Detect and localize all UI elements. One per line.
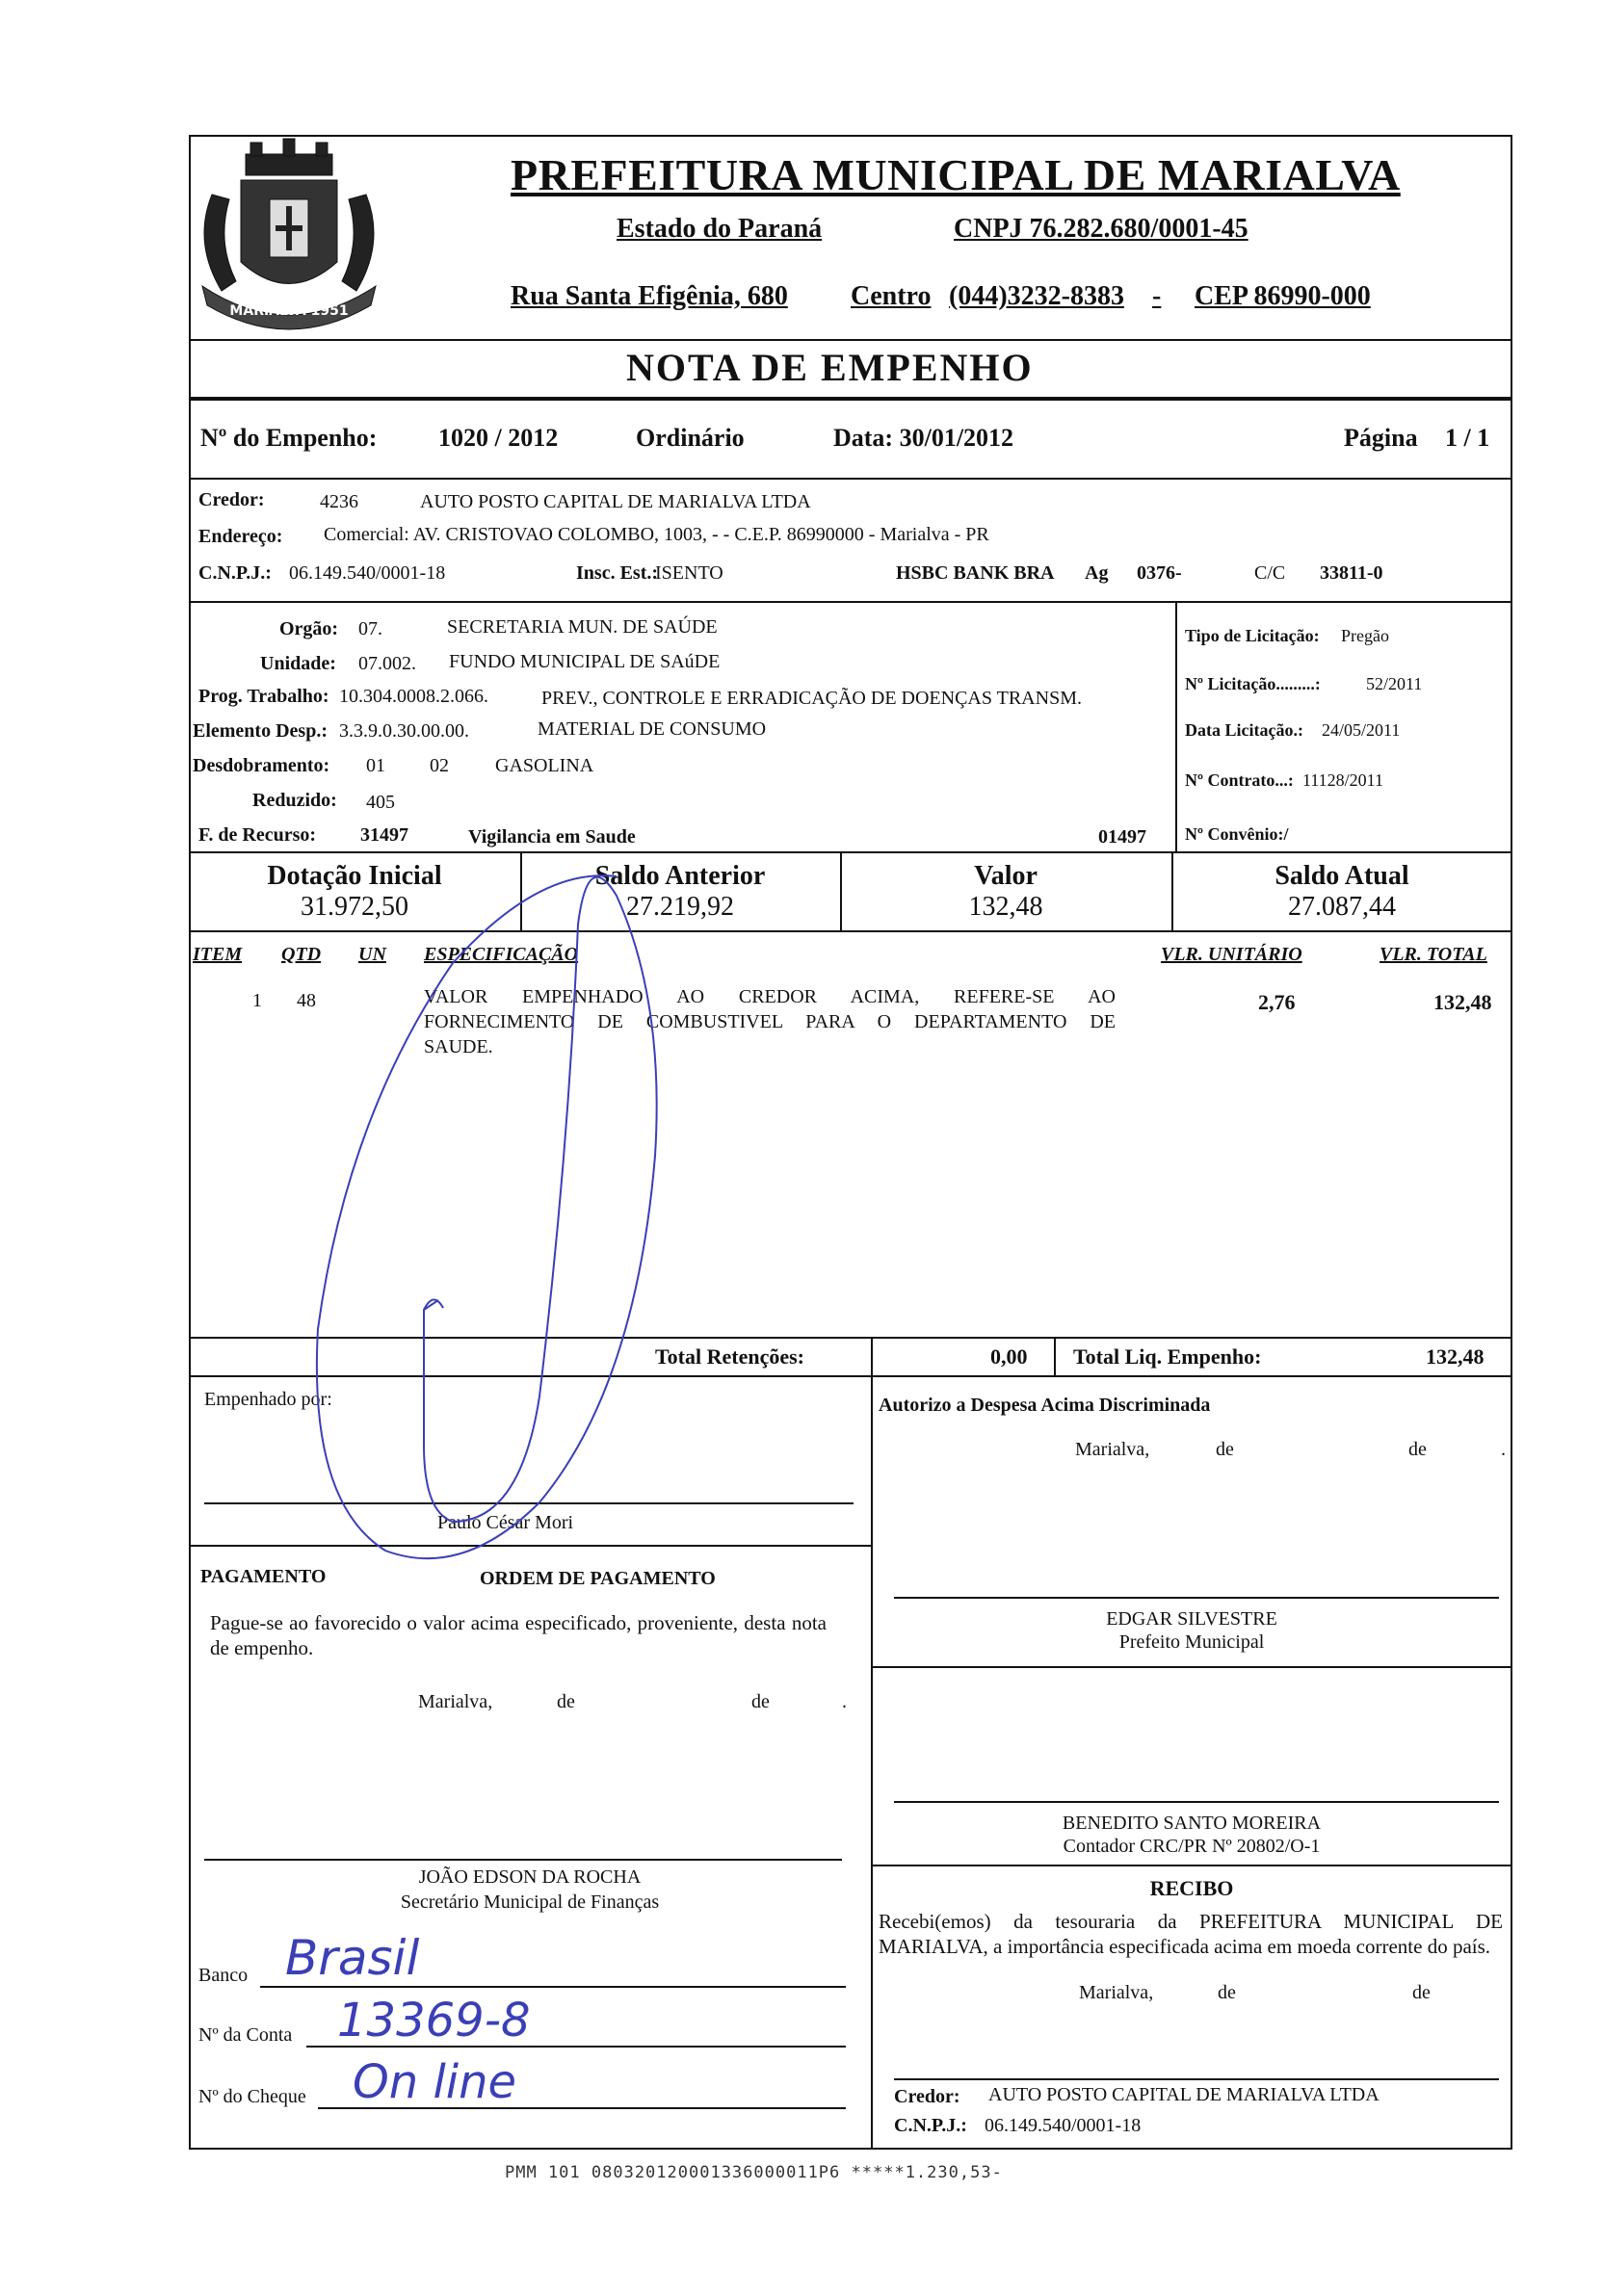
credor-name: AUTO POSTO CAPITAL DE MARIALVA LTDA [420,491,811,512]
pagamento-de1: de [557,1691,575,1712]
bank-name: HSBC BANK BRA [896,562,1055,584]
unidade-code: 07.002. [358,653,416,674]
saldo-anterior-label: Saldo Anterior [594,861,766,891]
dotacao-label: Dotação Inicial [267,861,442,891]
account-label: C/C [1254,562,1286,584]
orgao-name: SECRETARIA MUN. DE SAÚDE [447,616,718,638]
orgao-code: 07. [358,618,382,639]
cheque-label: Nº do Cheque [198,2086,306,2107]
cnpj-label: C.N.P.J.: [198,562,272,584]
recurso-name: Vigilancia em Saude [468,826,636,848]
empenhado-label: Empenhado por: [204,1389,332,1410]
recurso-right-code: 01497 [1098,826,1146,848]
desdobramento-code2: 02 [430,755,449,776]
valor-label: Valor [974,861,1038,891]
insc-label: Insc. Est.: [576,562,659,584]
elemento-name: MATERIAL DE CONSUMO [538,718,767,740]
reduzido-label: Reduzido: [252,790,337,811]
endereco-value: Comercial: AV. CRISTOVAO COLOMBO, 1003, - - C.E.P. 86990000 - Marialva - PR [324,524,989,545]
item-qty: 48 [297,990,316,1011]
cnpj-header: CNPJ 76.282.680/0001-45 [954,214,1248,244]
recibo-de2: de [1412,1982,1431,2003]
contrato-label: Nº Contrato...: [1185,770,1294,790]
endereco-label: Endereço: [198,526,283,547]
page-number-label: Página [1344,424,1418,452]
data-licitacao-label: Data Licitação.: [1185,720,1303,740]
autorizo-place: Marialva, [1075,1439,1150,1460]
empenho-number: 1020 / 2012 [438,424,559,452]
item-spec-line1: VALOR EMPENHADO AO CREDOR ACIMA, REFERE-SE AO [424,986,1116,1007]
desdobramento-code1: 01 [366,755,385,776]
liquido-label: Total Liq. Empenho: [1073,1344,1262,1369]
conta-label: Nº da Conta [198,2024,293,2046]
secretario-name: JOÃO EDSON DA ROCHA [418,1866,642,1888]
contador-title: Contador CRC/PR Nº 20802/O-1 [1063,1836,1321,1857]
desdobramento-label: Desdobramento: [193,755,330,776]
unidade-name: FUNDO MUNICIPAL DE SAúDE [449,651,721,672]
document-title: NOTA DE EMPENHO [626,346,1034,389]
empenho-date: Data: 30/01/2012 [833,424,1014,452]
autorizo-dot: . [1501,1439,1506,1460]
page-title: PREFEITURA MUNICIPAL DE MARIALVA [511,150,1401,199]
orgao-label: Orgão: [279,618,339,639]
coat-of-arms-icon [193,137,385,339]
retencoes-value: 0,00 [990,1344,1028,1369]
recibo-place: Marialva, [1079,1982,1154,2003]
credor-label: Credor: [198,489,265,510]
street-label: Rua Santa Efigênia, 680 [511,281,788,311]
recurso-code: 31497 [360,824,408,846]
valor-value: 132,48 [968,892,1043,922]
pagamento-dot: . [842,1691,847,1712]
empenho-type: Ordinário [636,424,745,452]
col-un: UN [358,944,386,965]
agency-label: Ag [1085,562,1109,584]
tipo-licitacao-value: Pregão [1341,626,1389,645]
ordem-pagamento-label: ORDEM DE PAGAMENTO [480,1568,716,1589]
desdobramento-name: GASOLINA [495,755,594,776]
recibo-label: RECIBO [1149,1876,1234,1900]
contador-name: BENEDITO SANTO MOREIRA [1062,1813,1322,1834]
elemento-code: 3.3.9.0.30.00.00. [339,720,469,742]
district-label: Centro [851,281,932,311]
convenio-label: Nº Convênio:/ [1185,824,1289,844]
empenho-number-label: Nº do Empenho: [200,424,378,452]
ordem-text: Pague-se ao favorecido o valor acima especificado, proveniente, desta nota de empenho. [210,1611,827,1659]
footer-stamp: PMM 101 080320120001336000011P6 *****1.230,53- [505,2163,1003,2182]
retencoes-label: Total Retenções: [655,1344,804,1369]
state-label: Estado do Paraná [617,214,823,244]
recibo-text: Recebi(emos) da tesouraria da PREFEITURA MUNICIPAL DE MARIALVA, a importância especificada acima em moeda corrente do país. [879,1910,1503,1958]
recibo-credor-label: Credor: [894,2086,960,2107]
item-spec-line3: SAUDE. [424,1036,493,1057]
recibo-cnpj-value: 06.149.540/0001-18 [985,2115,1142,2136]
prefeito-name: EDGAR SILVESTRE [1106,1608,1277,1630]
cheque-handwritten: On line [353,2055,517,2109]
banco-label: Banco [198,1965,249,1986]
account-value: 33811-0 [1320,562,1383,584]
prefeito-title: Prefeito Municipal [1118,1631,1265,1653]
autorizo-de2: de [1408,1439,1427,1460]
recibo-de1: de [1218,1982,1236,2003]
dotacao-value: 31.972,50 [301,892,408,922]
num-licitacao-value: 52/2011 [1366,674,1423,693]
col-vlr-unitario: VLR. UNITÁRIO [1161,944,1302,965]
secretario-title: Secretário Municipal de Finanças [400,1892,660,1913]
liquido-value: 132,48 [1426,1344,1485,1369]
pagamento-label: PAGAMENTO [200,1566,327,1587]
saldo-atual-value: 27.087,44 [1288,892,1396,922]
item-unit-price: 2,76 [1258,990,1296,1014]
tipo-licitacao-label: Tipo de Licitação: [1185,626,1320,645]
conta-handwritten: 13369-8 [337,1994,531,2048]
prog-code: 10.304.0008.2.066. [339,686,488,707]
recurso-label: F. de Recurso: [198,824,317,846]
saldo-atual-label: Saldo Atual [1275,861,1409,891]
item-spec-line2: FORNECIMENTO DE COMBUSTIVEL PARA O DEPARTAMENTO DE [424,1011,1116,1032]
insc-value: ISENTO [655,562,723,584]
autorizo-de1: de [1216,1439,1234,1460]
prog-label: Prog. Trabalho: [198,686,329,707]
page-number: 1 / 1 [1445,424,1490,452]
recibo-cnpj-label: C.N.P.J.: [894,2115,967,2136]
prog-name: PREV., CONTROLE E ERRADICAÇÃO DE DOENÇAS TRANSM. [541,688,1082,709]
agency-value: 0376- [1137,562,1182,584]
elemento-label: Elemento Desp.: [193,720,328,742]
credor-code: 4236 [320,491,358,512]
col-qtd: QTD [281,944,322,965]
reduzido-value: 405 [366,792,395,813]
col-especificacao: ESPECIFICAÇÃO [424,944,579,965]
num-licitacao-label: Nº Licitação.........: [1185,674,1321,693]
data-licitacao-value: 24/05/2011 [1322,720,1401,740]
cep-label: CEP 86990-000 [1195,281,1371,311]
item-total-price: 132,48 [1433,990,1492,1014]
cnpj-value: 06.149.540/0001-18 [289,562,446,584]
pagamento-de2: de [751,1691,770,1712]
autorizo-label: Autorizo a Despesa Acima Discriminada [879,1395,1211,1416]
banco-handwritten: Brasil [285,1930,420,1986]
dash-separator: - [1152,281,1162,311]
col-vlr-total: VLR. TOTAL [1380,944,1487,965]
phone-label: (044)3232-8383 [949,281,1124,311]
svg-text:MARIALVA 1951: MARIALVA 1951 [229,303,349,319]
unidade-label: Unidade: [260,653,336,674]
pagamento-place: Marialva, [418,1691,493,1712]
contrato-value: 11128/2011 [1302,770,1383,790]
empenhado-name: Paulo César Mori [437,1512,574,1533]
item-number: 1 [252,990,262,1011]
saldo-anterior-value: 27.219,92 [626,892,734,922]
recibo-credor-name: AUTO POSTO CAPITAL DE MARIALVA LTDA [988,2084,1380,2105]
col-item: ITEM [193,944,243,965]
